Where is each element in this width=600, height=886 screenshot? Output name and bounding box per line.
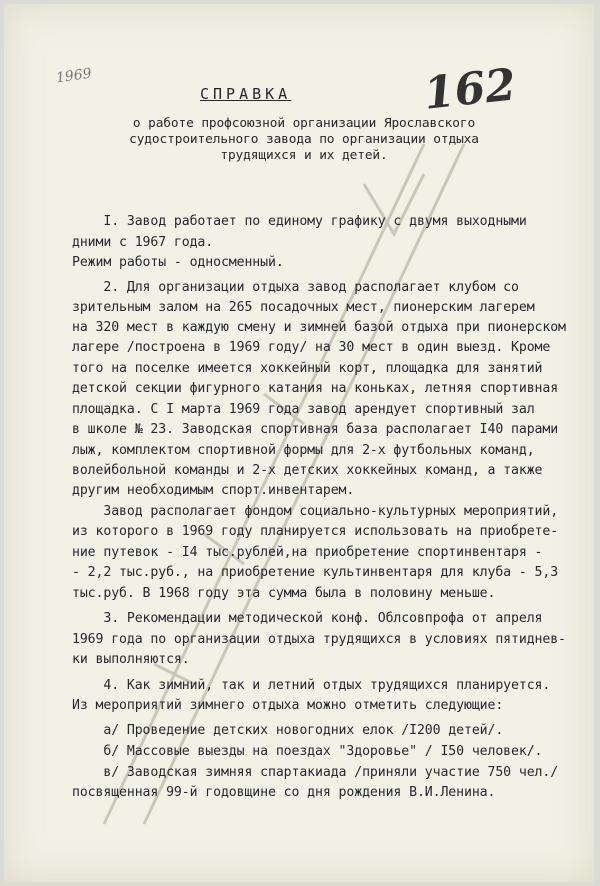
body-line: Режим работы - односменный. <box>72 255 284 270</box>
body-line: дними с 1967 года. <box>72 235 214 250</box>
body-line: - 2,2 тыс.руб., на приобретение культинвентаря для клуба - 5,3 <box>72 565 559 580</box>
subtitle-line: о работе профсоюзной организации Ярославского <box>132 116 476 131</box>
handwritten-year: 1969 <box>55 65 93 87</box>
body-line: ние путевок - I4 тыс.рублей,на приобретение спортинвентаря - <box>72 545 543 560</box>
body-line: 2. Для организации отдыха завод располагает клубом со <box>72 280 519 295</box>
body-line: зрительным залом на 265 посадочных мест, пионерским лагерем <box>72 300 535 315</box>
body-line: 4. Как зимний, так и летний отдых трудящихся планируется. <box>72 678 551 693</box>
body-line: I. Завод работает по единому графику с двумя выходными <box>72 214 527 229</box>
body-line: ки выполняются. <box>72 652 190 667</box>
body-line: Завод располагает фондом социально-культурных мероприятий, <box>72 504 559 519</box>
body-line: 1969 года по организации отдыха трудящихся в условиях пятиднев- <box>72 632 566 647</box>
document-page <box>4 4 594 882</box>
body-line: из которого в 1969 году планируется использовать на приобрете- <box>72 524 559 539</box>
body-line: волейбольной команды и 2-х детских хоккейных команд, а также <box>72 463 543 478</box>
body-line: а/ Проведение детских новогодних елок /I200 детей/. <box>72 723 504 738</box>
body-line: б/ Массовые выезды на поездах "Здоровье" / I50 человек/. <box>72 744 543 759</box>
body-line: посвященная 99-й годовщине со дня рождения В.И.Ленина. <box>72 785 496 800</box>
body-line: в школе № 23. Заводская спортивная база располагает I40 парами <box>72 422 559 437</box>
body-line: на 320 мест в каждую смену и зимней базой отдыха при пионерском <box>72 320 566 335</box>
handwritten-page-number: 162 <box>421 59 519 120</box>
document-title: СПРАВКА <box>200 85 292 103</box>
body-line: другим необходимым спорт.инвентарем. <box>72 483 355 498</box>
subtitle-line: судостроительного завода по организации отдыха <box>129 132 479 147</box>
body-line: 3. Рекомендации методической конф. Облсовпрофа от апреля <box>72 611 543 626</box>
body-line: лагере /построена в 1969 году/ на 30 мест в один выезд. Кроме <box>72 340 551 355</box>
body-line: площадка. С I марта 1969 года завод арендует спортивный зал <box>72 402 535 417</box>
body-line: детской секции фигурного катания на коньках, летняя спортивная <box>72 381 559 396</box>
body-line: Из мероприятий зимнего отдыха можно отметить следующие: <box>72 698 504 713</box>
body-line: того на поселке имеется хоккейный корт, площадка для занятий <box>72 361 543 376</box>
body-line: тыс.руб. В 1968 году эта сумма была в половину меньше. <box>72 586 496 601</box>
body-line: лыж, комплектом спортивной формы для 2-х футбольных команд, <box>72 443 535 458</box>
body-line: в/ Заводская зимняя спартакиада /приняли участие 750 чел./ <box>72 765 559 780</box>
subtitle-line: трудящихся и их детей. <box>220 148 388 163</box>
